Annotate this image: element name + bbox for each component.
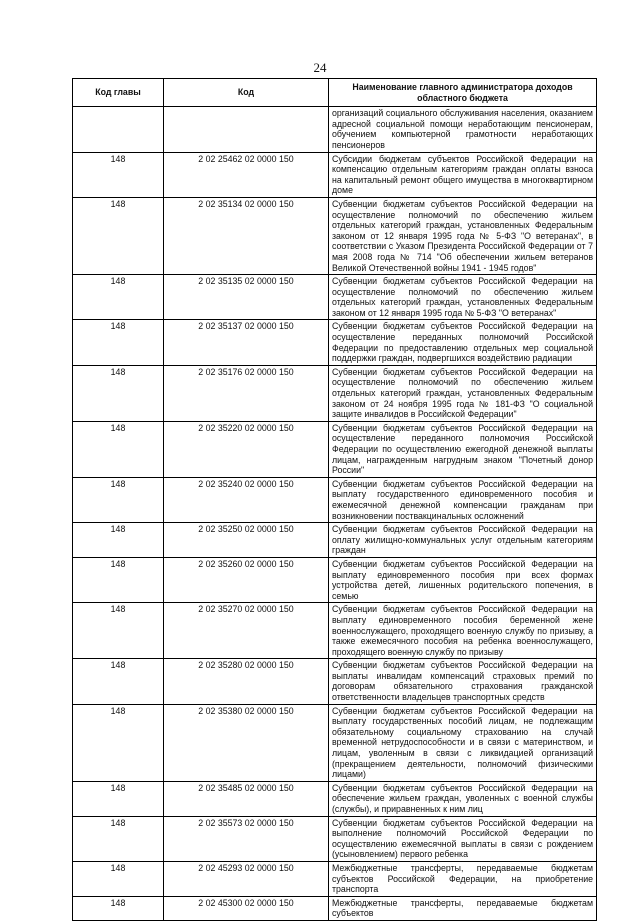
budget-code-cell: 2 02 25462 02 0000 150 [164,152,329,197]
table-row [73,781,597,816]
chapter-code-cell: 148 [73,704,164,781]
chapter-code-cell: 148 [73,477,164,522]
revenue-name-cell: Субвенции бюджетам субъектов Российской Федерации на осуществление полномочий по обеспечению жильем отдельных категорий граждан, установленных Федеральным законом от 24 ноября 1995 года № 181-ФЗ "О социальной защите инвалидов в Российской Федерации" [329,365,597,421]
table-row [73,659,597,704]
continuation-row [73,107,597,152]
table-row [73,152,597,197]
budget-code-cell: 2 02 35573 02 0000 150 [164,816,329,861]
table-row [73,523,597,558]
table-row [73,557,597,602]
revenue-name-cell: Субвенции бюджетам субъектов Российской Федерации на осуществление полномочий по обеспечению жильем отдельных категорий граждан, установленных Федеральным законом от 12 января 1995 года № 5-ФЗ "О ветеранах", в соответствии с Указом Президента Российской Федерации от 7 мая 2008 года № 714 "Об обеспечении жильем ветеранов Великой Отечественной войны 1941 - 1945 годов" [329,197,597,274]
revenue-name-cell: Межбюджетные трансферты, передаваемые бюджетам субъектов [329,896,597,920]
page-number: 24 [313,60,327,75]
revenue-name-cell: Субвенции бюджетам субъектов Российской Федерации на выплату государственного единовременного пособия и ежемесячной денежной компенсации гражданам при возникновении поствакцинальных осложнений [329,477,597,522]
table-row [73,477,597,522]
budget-code-cell: 2 02 35250 02 0000 150 [164,523,329,558]
revenue-name-cell: Субвенции бюджетам субъектов Российской Федерации на осуществление полномочий по обеспечению жильем отдельных категорий граждан, установленных Федеральным законом от 12 января 1995 года № 5-ФЗ "О ветеранах" [329,275,597,320]
table-row [73,896,597,920]
revenue-name-cell: Субвенции бюджетам субъектов Российской Федерации на обеспечение жильем граждан, уволенных с военной службы (службы), и приравненных к ним лиц [329,781,597,816]
chapter-code-cell: 148 [73,557,164,602]
revenue-name-cell: Субвенции бюджетам субъектов Российской Федерации на выплату единовременного пособия при всех формах устройства детей, лишенных родительского попечения, в семью [329,557,597,602]
header-chapter-code: Код главы [73,79,164,107]
chapter-code-cell: 148 [73,523,164,558]
chapter-code-cell: 148 [73,781,164,816]
revenue-name-cell: Субвенции бюджетам субъектов Российской Федерации на оплату жилищно-коммунальных услуг отдельным категориям граждан [329,523,597,558]
chapter-code-cell: 148 [73,275,164,320]
revenue-name-cell: Субвенции бюджетам субъектов Российской Федерации на выплату единовременного пособия беременной жене военнослужащего, проходящего военную службу по призыву, а также ежемесячного пособия на ребенка военнослужащего, проходящего военную службу по призыву [329,603,597,659]
budget-code-cell: 2 02 45300 02 0000 150 [164,896,329,920]
revenue-administrators-table [72,78,597,921]
chapter-code-cell: 148 [73,365,164,421]
chapter-code-cell: 148 [73,603,164,659]
table-header-row [73,79,597,107]
table-row [73,275,597,320]
chapter-code-cell: 148 [73,861,164,896]
table-row [73,861,597,896]
budget-code-cell: 2 02 35485 02 0000 150 [164,781,329,816]
revenue-name-cell: Субвенции бюджетам субъектов Российской Федерации на выплату государственных пособий лицам, не подлежащим обязательному социальному страхованию на случай временной нетрудоспособности и в связи с материнством, и лицам, уволенным в связи с ликвидацией организаций (прекращением деятельности, полномочий физическими лицами) [329,704,597,781]
table-row [73,197,597,274]
revenue-name-cell: Субвенции бюджетам субъектов Российской Федерации на выплаты инвалидам компенсаций страховых премий по договорам обязательного страхования гражданской ответственности владельцев транспортных средств [329,659,597,704]
chapter-code-cell: 148 [73,320,164,365]
chapter-code-cell: 148 [73,421,164,477]
revenue-name-cell: Субсидии бюджетам субъектов Российской Федерации на компенсацию отдельным категориям граждан оплаты взноса на капитальный ремонт общего имущества в многоквартирном доме [329,152,597,197]
budget-code-cell: 2 02 45293 02 0000 150 [164,861,329,896]
budget-code-cell: 2 02 35135 02 0000 150 [164,275,329,320]
chapter-code-cell: 148 [73,659,164,704]
budget-code-cell: 2 02 35176 02 0000 150 [164,365,329,421]
header-code: Код [164,79,329,107]
chapter-code-cell: 148 [73,152,164,197]
revenue-name-cell: Субвенции бюджетам субъектов Российской Федерации на выполнение полномочий Российской Федерации по осуществлению ежемесячной выплаты в связи с рождением (усыновлением) первого ребенка [329,816,597,861]
budget-code-cell: 2 02 35380 02 0000 150 [164,704,329,781]
table-row [73,421,597,477]
budget-code-cell: 2 02 35270 02 0000 150 [164,603,329,659]
budget-code-cell: 2 02 35240 02 0000 150 [164,477,329,522]
table-row [73,365,597,421]
chapter-code-cell: 148 [73,197,164,274]
continuation-name-cell: организаций социального обслуживания населения, оказанием адресной социальной помощи неработающим пенсионерам, обучением компьютерной грамотности неработающих пенсионеров [329,107,597,152]
table-row [73,704,597,781]
budget-code-cell: 2 02 35220 02 0000 150 [164,421,329,477]
budget-code-cell: 2 02 35260 02 0000 150 [164,557,329,602]
revenue-name-cell: Субвенции бюджетам субъектов Российской Федерации на осуществление переданных полномочий Российской Федерации по предоставлению отдельных мер социальной поддержки граждан, подвергшихся воздействию радиации [329,320,597,365]
table-row [73,603,597,659]
header-name: Наименование главного администратора доходов областного бюджета [329,79,597,107]
revenue-name-cell: Межбюджетные трансферты, передаваемые бюджетам субъектов Российской Федерации, на приобретение транспорта [329,861,597,896]
continuation-chapter-cell [73,107,164,152]
chapter-code-cell: 148 [73,896,164,920]
table-row [73,816,597,861]
budget-code-cell: 2 02 35137 02 0000 150 [164,320,329,365]
revenue-name-cell: Субвенции бюджетам субъектов Российской Федерации на осуществление переданного полномочия Российской Федерации по осуществлению ежегодной денежной выплаты лицам, награжденным нагрудным знаком "Почетный донор России" [329,421,597,477]
budget-code-cell: 2 02 35280 02 0000 150 [164,659,329,704]
budget-code-cell: 2 02 35134 02 0000 150 [164,197,329,274]
chapter-code-cell: 148 [73,816,164,861]
continuation-code-cell [164,107,329,152]
table-row [73,320,597,365]
